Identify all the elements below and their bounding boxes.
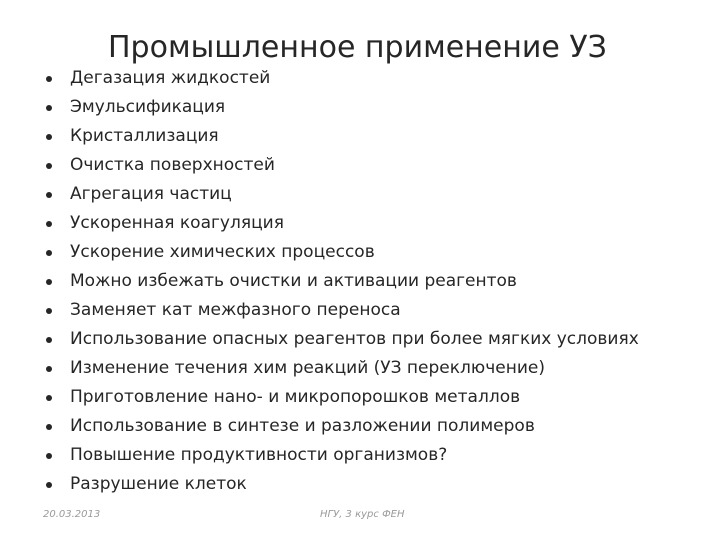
bullet-text: Можно избежать очистки и активации реагентов [70, 271, 517, 291]
bullet-text: Дегазация жидкостей [70, 68, 271, 88]
bullet-icon [46, 192, 52, 198]
bullet-text: Разрушение клеток [70, 474, 247, 494]
bullet-text: Использование опасных реагентов при более мягких условиях [70, 329, 639, 349]
bullet-icon [46, 337, 52, 343]
bullet-icon [46, 221, 52, 227]
bullet-icon [46, 424, 52, 430]
footer-date: 20.03.2013 [43, 509, 101, 520]
bullet-text: Изменение течения хим реакций (УЗ переключение) [70, 358, 545, 378]
bullet-icon [46, 482, 52, 488]
bullet-text: Заменяет кат межфазного переноса [70, 300, 401, 320]
bullet-icon [46, 76, 52, 82]
bullet-icon [46, 279, 52, 285]
bullet-icon [46, 134, 52, 140]
bullet-text: Повышение продуктивности организмов? [70, 445, 448, 465]
bullet-icon [46, 308, 52, 314]
bullet-text: Использование в синтезе и разложении полимеров [70, 416, 535, 436]
slide-title: Промышленное применение УЗ [108, 30, 607, 65]
bullet-icon [46, 250, 52, 256]
bullet-icon [46, 105, 52, 111]
bullet-icon [46, 366, 52, 372]
bullet-icon [46, 163, 52, 169]
bullet-text: Кристаллизация [70, 126, 219, 146]
bullet-text: Очистка поверхностей [70, 155, 275, 175]
bullet-text: Приготовление нано- и микропорошков металлов [70, 387, 521, 407]
bullet-icon [46, 453, 52, 459]
bullet-text: Эмульсификация [70, 97, 226, 117]
footer-center-text: НГУ, 3 курс ФЕН [320, 509, 405, 520]
bullet-text: Агрегация частиц [70, 184, 232, 204]
bullet-icon [46, 395, 52, 401]
bullet-text: Ускорение химических процессов [70, 242, 375, 262]
bullet-text: Ускоренная коагуляция [70, 213, 284, 233]
